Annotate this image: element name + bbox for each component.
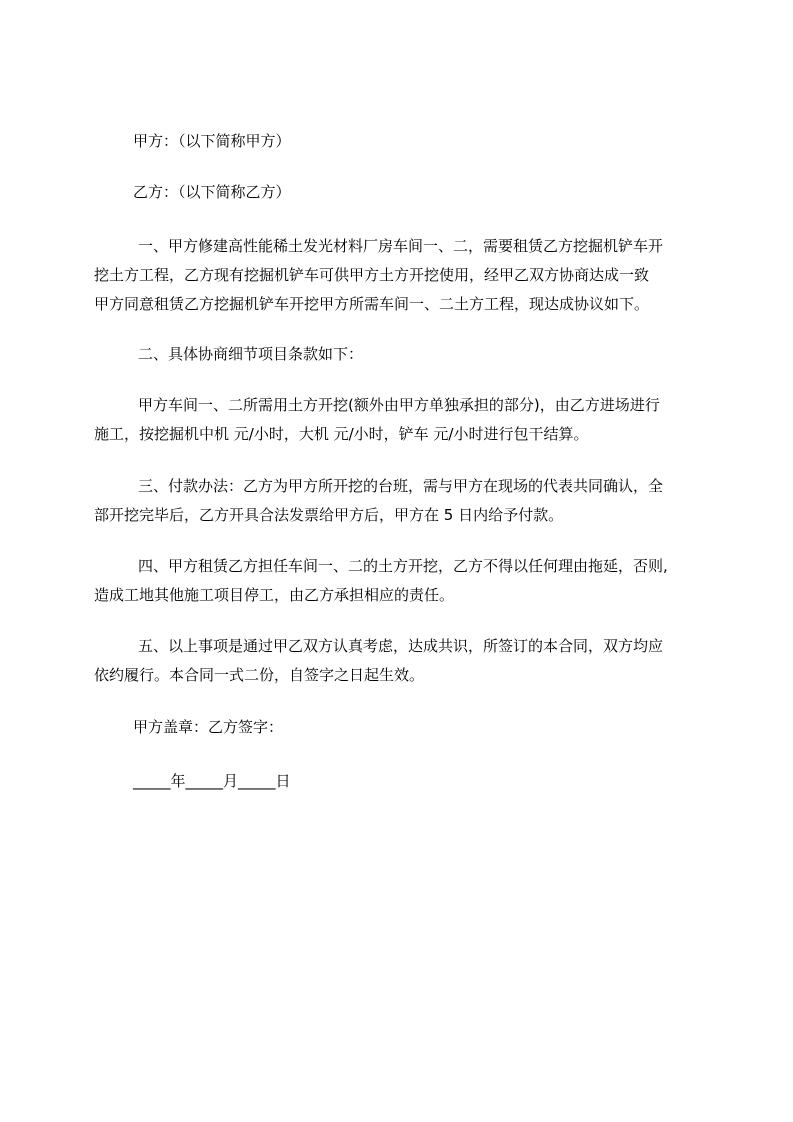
- clause-3-line-2: 部开挖完毕后，乙方开具合法发票给甲方后，甲方在 5 日内给予付款。: [94, 506, 564, 524]
- party-b-line: [94, 178, 704, 207]
- clause-5: [94, 632, 704, 690]
- signature-text: 甲方盖章：乙方签字：: [133, 718, 284, 736]
- clause-2-body: [94, 391, 704, 449]
- clause-1-line-2: 挖土方工程，乙方现有挖掘机铲车可供甲方土方开挖使用，经甲乙双方协商达成一致: [94, 266, 650, 284]
- clause-1-line-1: 一、甲方修建高性能稀土发光材料厂房车间一、二，需要租赁乙方挖掘机铲车开: [138, 237, 664, 255]
- clause-4-line-1: 四、甲方租赁乙方担任车间一、二的土方开挖，乙方不得以任何理由拖延，否则,: [138, 557, 668, 575]
- clause-1: [94, 232, 704, 319]
- date-line: [94, 767, 704, 796]
- clause-3-line-1: 三、付款办法：乙方为甲方所开挖的台班，需与甲方在现场的代表共同确认，全: [138, 477, 664, 495]
- party-a-text: 甲方：（以下简称甲方）: [133, 132, 291, 150]
- party-b-text: 乙方：（以下简称乙方）: [133, 183, 291, 201]
- clause-4-line-2: 造成工地其他施工项目停工，由乙方承担相应的责任。: [94, 586, 455, 604]
- clause-2-heading: [94, 340, 704, 369]
- clause-1-line-3: 甲方同意租赁乙方挖掘机铲车开挖甲方所需车间一、二土方工程，现达成协议如下。: [94, 295, 650, 313]
- signature-line: [94, 713, 704, 742]
- clause-5-line-2: 依约履行。本合同一式二份，自签字之日起生效。: [94, 666, 425, 684]
- clause-4: [94, 552, 704, 610]
- clause-2-body-line-1: 甲方车间一、二所需用土方开挖(额外由甲方单独承担的部分)，由乙方进场进行: [138, 396, 660, 414]
- clause-3: [94, 472, 704, 530]
- clause-2-body-line-2: 施工，按挖掘机中机 元/小时，大机 元/小时，铲车 元/小时进行包干结算。: [94, 425, 589, 443]
- clause-5-line-1: 五、以上事项是通过甲乙双方认真考虑，达成共识，所签订的本合同，双方均应: [138, 637, 664, 655]
- clause-2-heading-text: 二、具体协商细节项目条款如下：: [138, 345, 364, 363]
- date-text: _____年_____月_____日: [133, 772, 291, 790]
- party-a-line: [94, 127, 704, 156]
